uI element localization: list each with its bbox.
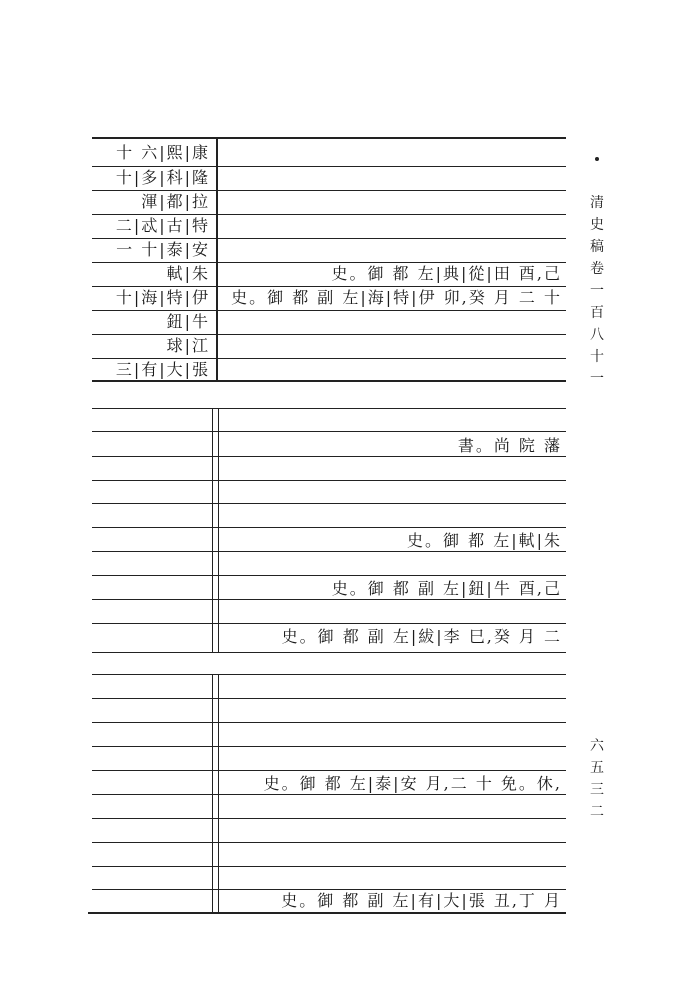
book-title: 清史稿卷一百八十一 xyxy=(590,195,604,387)
row-rule xyxy=(92,456,566,457)
column-divider xyxy=(216,137,218,380)
row-rule xyxy=(92,408,566,409)
row-rule xyxy=(92,166,566,167)
name-cell: 渾|都|拉 xyxy=(141,192,210,211)
row-rule xyxy=(92,698,566,699)
row-rule xyxy=(92,262,566,263)
entry-cell: 書。尚 院 藩 xyxy=(457,436,562,455)
row-rule xyxy=(92,652,566,653)
page-number: 六五三二 xyxy=(590,738,604,820)
entry-cell: 史。御 都 副 左|紱|李 巳,癸 月 二 xyxy=(281,627,562,646)
row-rule xyxy=(92,889,566,890)
row-rule xyxy=(92,286,566,287)
row-rule xyxy=(92,623,566,624)
row-rule xyxy=(92,818,566,819)
row-rule xyxy=(92,794,566,795)
name-cell: 一 十|泰|安 xyxy=(116,240,210,259)
name-cell: 十 六|熙|康 xyxy=(116,143,210,162)
row-rule xyxy=(92,238,566,239)
row-rule xyxy=(92,575,566,576)
column-divider xyxy=(212,408,213,653)
name-cell: 球|江 xyxy=(166,336,210,355)
row-rule xyxy=(92,527,566,528)
margin-bullet xyxy=(595,157,599,161)
row-rule xyxy=(92,722,566,723)
entry-cell: 史。御 都 左|軾|朱 xyxy=(407,531,562,550)
table-bottom-rule xyxy=(88,912,566,914)
table-top-rule xyxy=(92,137,566,139)
row-rule xyxy=(92,334,566,335)
name-cell: 十|海|特|伊 xyxy=(115,288,210,307)
column-divider xyxy=(218,408,219,653)
row-rule xyxy=(92,214,566,215)
row-rule xyxy=(92,599,566,600)
row-rule xyxy=(92,310,566,311)
name-cell: 十|多|科|隆 xyxy=(115,168,210,187)
row-rule xyxy=(92,770,566,771)
name-cell: 軾|朱 xyxy=(166,264,210,283)
row-rule xyxy=(92,746,566,747)
row-rule xyxy=(92,480,566,481)
entry-cell: 史。御 都 左|典|從|田 酉,己 xyxy=(331,264,562,283)
name-cell: 三|有|大|張 xyxy=(115,360,210,379)
row-rule xyxy=(92,431,566,432)
column-divider xyxy=(212,674,213,912)
row-rule xyxy=(92,190,566,191)
table-bottom-rule xyxy=(92,380,566,382)
row-rule xyxy=(92,674,566,675)
row-rule xyxy=(92,551,566,552)
entry-cell: 史。御 都 副 左|有|大|張 丑,丁 月 xyxy=(281,891,562,910)
entry-cell: 史。御 都 副 左|海|特|伊 卯,癸 月 二 十 xyxy=(231,288,562,307)
row-rule xyxy=(92,866,566,867)
column-divider xyxy=(218,674,219,912)
name-cell: 鈕|牛 xyxy=(166,312,210,331)
name-cell: 二|忒|古|特 xyxy=(115,216,210,235)
entry-cell: 史。御 都 左|泰|安 月,二 十 免。休, xyxy=(263,774,562,793)
row-rule xyxy=(92,358,566,359)
row-rule xyxy=(92,503,566,504)
row-rule xyxy=(92,842,566,843)
entry-cell: 史。御 都 副 左|鈕|牛 酉,己 xyxy=(331,579,562,598)
